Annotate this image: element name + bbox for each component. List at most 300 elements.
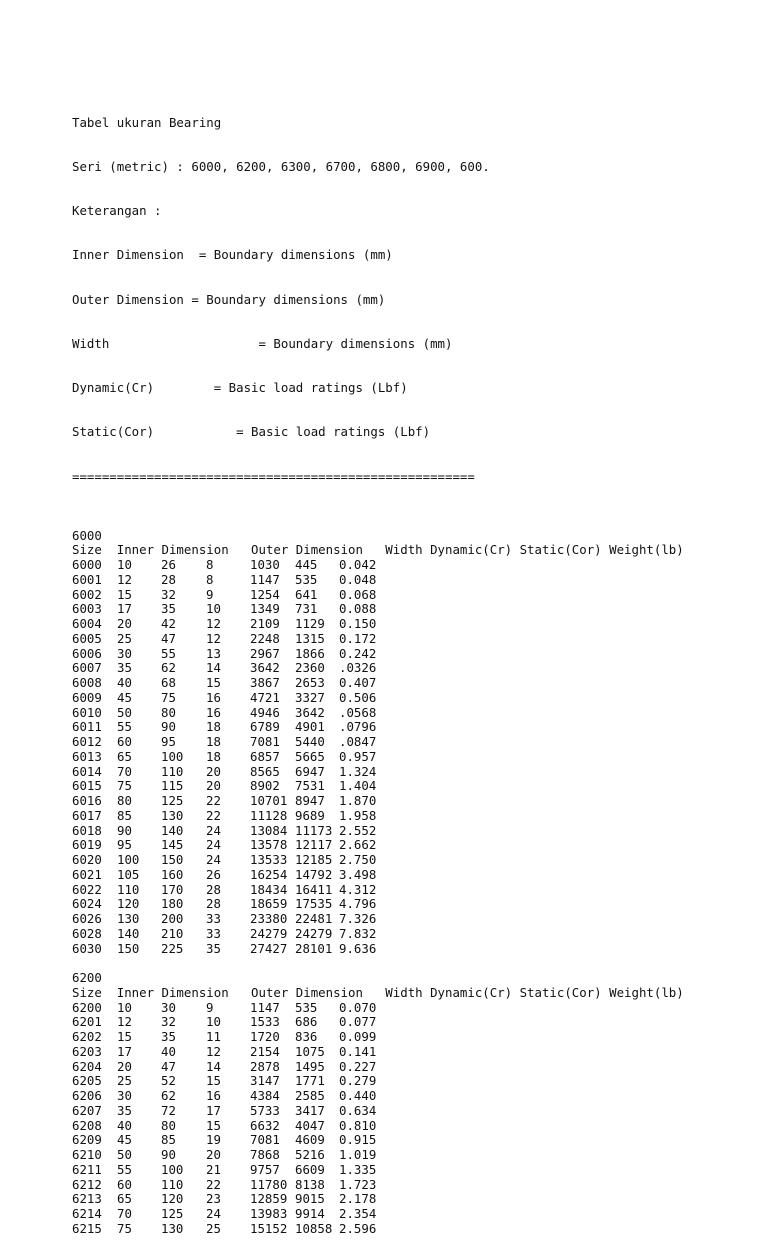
weight-cell: 2.596 <box>339 1220 377 1236</box>
static-cor-cell: 4047 <box>295 1117 325 1133</box>
outer-dimension-cell: 32 <box>161 586 176 602</box>
weight-cell: 2.354 <box>339 1206 377 1221</box>
size-cell: 6201 <box>72 1014 102 1030</box>
width-cell: 22 <box>206 793 221 808</box>
width-cell: 18 <box>206 734 221 749</box>
dynamic-cr-cell: 11780 <box>250 1176 288 1192</box>
width-cell: 24 <box>206 852 221 867</box>
outer-dimension-cell: 100 <box>161 748 184 764</box>
static-cor-cell: 535 <box>295 571 318 587</box>
outer-dimension-cell: 26 <box>161 557 176 572</box>
size-cell: 6026 <box>72 911 102 926</box>
width-cell: 33 <box>206 925 221 941</box>
outer-dimension-cell: 80 <box>161 1117 176 1133</box>
outer-dimension-cell: 62 <box>161 1088 176 1103</box>
blank-line <box>72 956 684 971</box>
dynamic-cr-cell: 6632 <box>250 1117 280 1133</box>
size-cell: 6204 <box>72 1058 102 1074</box>
outer-dimension-cell: 80 <box>161 704 176 720</box>
dynamic-cr-cell: 3867 <box>250 675 280 690</box>
static-cor-cell: 686 <box>295 1014 318 1030</box>
table-row <box>72 617 684 632</box>
inner-dimension-cell: 75 <box>117 778 132 794</box>
inner-dimension-cell: 55 <box>117 719 132 735</box>
dynamic-cr-cell: 11128 <box>250 807 288 823</box>
outer-dimension-cell: 68 <box>161 675 176 690</box>
dynamic-cr-cell: 10701 <box>250 793 288 808</box>
inner-dimension-cell: 80 <box>117 793 132 808</box>
static-cor-cell: 8947 <box>295 793 325 808</box>
dynamic-cr-cell: 4384 <box>250 1088 280 1103</box>
size-cell: 6210 <box>72 1147 102 1162</box>
static-cor-cell: 2653 <box>295 675 325 690</box>
dynamic-cr-cell: 7081 <box>250 734 280 749</box>
weight-cell: 0.068 <box>339 586 377 602</box>
dynamic-cr-cell: 18434 <box>250 881 288 897</box>
table-row <box>72 1192 684 1207</box>
weight-cell: 1.870 <box>339 793 377 808</box>
outer-dimension-cell: 100 <box>161 1161 184 1177</box>
width-cell: 15 <box>206 675 221 690</box>
dynamic-cr-cell: 3642 <box>250 660 280 676</box>
dynamic-cr-cell: 13084 <box>250 822 288 838</box>
weight-cell: .0568 <box>339 704 377 720</box>
dynamic-cr-cell: 13983 <box>250 1206 288 1221</box>
width-cell: 16 <box>206 1088 221 1103</box>
weight-cell: 0.242 <box>339 645 377 661</box>
static-cor-cell: 641 <box>295 586 318 602</box>
size-cell: 6030 <box>72 940 102 956</box>
table-row <box>72 720 684 735</box>
table-row <box>72 942 684 957</box>
width-cell: 14 <box>206 1058 221 1074</box>
inner-dimension-cell: 45 <box>117 689 132 705</box>
size-cell: 6024 <box>72 896 102 912</box>
table-row <box>72 1222 684 1237</box>
outer-dimension-cell: 35 <box>161 601 176 617</box>
legend-width: Width = Boundary dimensions (mm) <box>72 335 453 351</box>
static-cor-cell: 24279 <box>295 925 333 941</box>
dynamic-cr-cell: 9757 <box>250 1161 280 1177</box>
weight-cell: 2.750 <box>339 852 377 867</box>
inner-dimension-cell: 35 <box>117 1102 132 1118</box>
dynamic-cr-cell: 5733 <box>250 1102 280 1118</box>
dynamic-cr-cell: 2154 <box>250 1043 280 1059</box>
size-cell: 6013 <box>72 748 102 764</box>
weight-cell: 0.042 <box>339 557 377 572</box>
size-cell: 6009 <box>72 689 102 705</box>
inner-dimension-cell: 17 <box>117 601 132 617</box>
weight-cell: 2.662 <box>339 837 377 853</box>
dynamic-cr-cell: 15152 <box>250 1220 288 1236</box>
series-line: Seri (metric) : 6000, 6200, 6300, 6700, 6800, 6900, 600. <box>72 158 490 174</box>
weight-cell: 3.498 <box>339 866 377 882</box>
outer-dimension-cell: 30 <box>161 999 176 1015</box>
legend-outer: Outer Dimension = Boundary dimensions (mm) <box>72 291 386 307</box>
width-cell: 18 <box>206 719 221 735</box>
outer-dimension-cell: 55 <box>161 645 176 661</box>
outer-dimension-cell: 210 <box>161 925 184 941</box>
dynamic-cr-cell: 13533 <box>250 852 288 867</box>
size-cell: 6208 <box>72 1117 102 1133</box>
size-cell: 6016 <box>72 793 102 808</box>
outer-dimension-cell: 42 <box>161 616 176 631</box>
width-cell: 12 <box>206 616 221 631</box>
size-cell: 6215 <box>72 1220 102 1236</box>
width-cell: 22 <box>206 1176 221 1192</box>
weight-cell: 7.326 <box>339 911 377 926</box>
outer-dimension-cell: 110 <box>161 1176 184 1192</box>
dynamic-cr-cell: 1147 <box>250 571 280 587</box>
outer-dimension-cell: 28 <box>161 571 176 587</box>
dynamic-cr-cell: 1720 <box>250 1029 280 1044</box>
dynamic-cr-cell: 7081 <box>250 1132 280 1148</box>
width-cell: 33 <box>206 911 221 926</box>
size-cell: 6015 <box>72 778 102 794</box>
static-cor-cell: 1771 <box>295 1073 325 1089</box>
outer-dimension-cell: 130 <box>161 807 184 823</box>
weight-cell: 0.099 <box>339 1029 377 1044</box>
static-cor-cell: 731 <box>295 601 318 617</box>
width-cell: 21 <box>206 1161 221 1177</box>
size-cell: 6214 <box>72 1206 102 1221</box>
dynamic-cr-cell: 6789 <box>250 719 280 735</box>
size-cell: 6008 <box>72 675 102 690</box>
outer-dimension-cell: 150 <box>161 852 184 867</box>
static-cor-cell: 14792 <box>295 866 333 882</box>
width-cell: 28 <box>206 896 221 912</box>
table-row <box>72 824 684 839</box>
static-cor-cell: 445 <box>295 557 318 572</box>
inner-dimension-cell: 100 <box>117 852 140 867</box>
static-cor-cell: 17535 <box>295 896 333 912</box>
width-cell: 16 <box>206 704 221 720</box>
size-cell: 6022 <box>72 881 102 897</box>
static-cor-cell: 3642 <box>295 704 325 720</box>
dynamic-cr-cell: 1030 <box>250 557 280 572</box>
outer-dimension-cell: 47 <box>161 630 176 646</box>
inner-dimension-cell: 50 <box>117 704 132 720</box>
static-cor-cell: 3327 <box>295 689 325 705</box>
inner-dimension-cell: 130 <box>117 911 140 926</box>
document-body <box>72 86 684 1251</box>
document-title: Tabel ukuran Bearing <box>72 114 222 130</box>
inner-dimension-cell: 105 <box>117 866 140 882</box>
weight-cell: 0.048 <box>339 571 377 587</box>
width-cell: 35 <box>206 940 221 956</box>
weight-cell: .0847 <box>339 734 377 749</box>
inner-dimension-cell: 70 <box>117 763 132 779</box>
dynamic-cr-cell: 2109 <box>250 616 280 631</box>
inner-dimension-cell: 60 <box>117 1176 132 1192</box>
inner-dimension-cell: 30 <box>117 1088 132 1103</box>
width-cell: 28 <box>206 881 221 897</box>
inner-dimension-cell: 110 <box>117 881 140 897</box>
dynamic-cr-cell: 7868 <box>250 1147 280 1162</box>
table-row <box>72 661 684 676</box>
static-cor-cell: 4901 <box>295 719 325 735</box>
outer-dimension-cell: 225 <box>161 940 184 956</box>
width-cell: 15 <box>206 1073 221 1089</box>
weight-cell: 1.723 <box>339 1176 377 1192</box>
outer-dimension-cell: 110 <box>161 763 184 779</box>
legend-static: Static(Cor) = Basic load ratings (Lbf) <box>72 424 431 440</box>
static-cor-cell: 9015 <box>295 1191 325 1207</box>
dynamic-cr-cell: 13578 <box>250 837 288 853</box>
weight-cell: 0.088 <box>339 601 377 617</box>
size-cell: 6000 <box>72 557 102 572</box>
width-cell: 12 <box>206 1043 221 1059</box>
weight-cell: 1.324 <box>339 763 377 779</box>
size-cell: 6017 <box>72 807 102 823</box>
inner-dimension-cell: 40 <box>117 675 132 690</box>
static-cor-cell: 28101 <box>295 940 333 956</box>
dynamic-cr-cell: 1147 <box>250 999 280 1015</box>
size-cell: 6007 <box>72 660 102 676</box>
inner-dimension-cell: 40 <box>117 1117 132 1133</box>
inner-dimension-cell: 150 <box>117 940 140 956</box>
inner-dimension-cell: 95 <box>117 837 132 853</box>
outer-dimension-cell: 145 <box>161 837 184 853</box>
outer-dimension-cell: 160 <box>161 866 184 882</box>
outer-dimension-cell: 125 <box>161 793 184 808</box>
size-cell: 6021 <box>72 866 102 882</box>
size-cell: 6010 <box>72 704 102 720</box>
outer-dimension-cell: 85 <box>161 1132 176 1148</box>
width-cell: 13 <box>206 645 221 661</box>
dynamic-cr-cell: 8902 <box>250 778 280 794</box>
width-cell: 24 <box>206 1206 221 1221</box>
table-row <box>72 1015 684 1030</box>
outer-dimension-cell: 140 <box>161 822 184 838</box>
table-row <box>72 588 684 603</box>
static-cor-cell: 9914 <box>295 1206 325 1221</box>
dynamic-cr-cell: 6857 <box>250 748 280 764</box>
weight-cell: 9.636 <box>339 940 377 956</box>
static-cor-cell: 6609 <box>295 1161 325 1177</box>
weight-cell: 0.227 <box>339 1058 377 1074</box>
inner-dimension-cell: 45 <box>117 1132 132 1148</box>
dynamic-cr-cell: 18659 <box>250 896 288 912</box>
width-cell: 14 <box>206 660 221 676</box>
table-row <box>72 868 684 883</box>
inner-dimension-cell: 15 <box>117 586 132 602</box>
inner-dimension-cell: 65 <box>117 1191 132 1207</box>
inner-dimension-cell: 120 <box>117 896 140 912</box>
size-cell: 6006 <box>72 645 102 661</box>
table-row <box>72 647 684 662</box>
static-cor-cell: 12117 <box>295 837 333 853</box>
static-cor-cell: 3417 <box>295 1102 325 1118</box>
weight-cell: 1.404 <box>339 778 377 794</box>
size-cell: 6011 <box>72 719 102 735</box>
width-cell: 23 <box>206 1191 221 1207</box>
width-cell: 8 <box>206 571 214 587</box>
weight-cell: 0.172 <box>339 630 377 646</box>
width-cell: 18 <box>206 748 221 764</box>
static-cor-cell: 11173 <box>295 822 333 838</box>
outer-dimension-cell: 52 <box>161 1073 176 1089</box>
weight-cell: 0.150 <box>339 616 377 631</box>
series-heading: 6200 <box>72 970 102 985</box>
outer-dimension-cell: 47 <box>161 1058 176 1074</box>
weight-cell: 4.312 <box>339 881 377 897</box>
width-cell: 19 <box>206 1132 221 1148</box>
inner-dimension-cell: 55 <box>117 1161 132 1177</box>
static-cor-cell: 1315 <box>295 630 325 646</box>
table-row <box>72 1045 684 1060</box>
inner-dimension-cell: 10 <box>117 999 132 1015</box>
outer-dimension-cell: 180 <box>161 896 184 912</box>
weight-cell: 2.178 <box>339 1191 377 1207</box>
dynamic-cr-cell: 12859 <box>250 1191 288 1207</box>
inner-dimension-cell: 35 <box>117 660 132 676</box>
dynamic-cr-cell: 16254 <box>250 866 288 882</box>
width-cell: 20 <box>206 763 221 779</box>
size-cell: 6001 <box>72 571 102 587</box>
weight-cell: 0.070 <box>339 999 377 1015</box>
table-row <box>72 691 684 706</box>
width-cell: 8 <box>206 557 214 572</box>
dynamic-cr-cell: 1349 <box>250 601 280 617</box>
static-cor-cell: 5216 <box>295 1147 325 1162</box>
table-row <box>72 1133 684 1148</box>
dynamic-cr-cell: 27427 <box>250 940 288 956</box>
weight-cell: 0.077 <box>339 1014 377 1030</box>
width-cell: 10 <box>206 601 221 617</box>
size-cell: 6028 <box>72 925 102 941</box>
legend-inner: Inner Dimension = Boundary dimensions (mm) <box>72 247 393 263</box>
width-cell: 12 <box>206 630 221 646</box>
dynamic-cr-cell: 3147 <box>250 1073 280 1089</box>
size-cell: 6005 <box>72 630 102 646</box>
outer-dimension-cell: 32 <box>161 1014 176 1030</box>
dynamic-cr-cell: 2967 <box>250 645 280 661</box>
blank-line <box>72 514 684 529</box>
keterangan-heading: Keterangan : <box>72 203 162 218</box>
outer-dimension-cell: 35 <box>161 1029 176 1044</box>
weight-cell: 1.958 <box>339 807 377 823</box>
weight-cell: 0.141 <box>339 1043 377 1059</box>
table-row <box>72 853 684 868</box>
table-row <box>72 1089 684 1104</box>
static-cor-cell: 1129 <box>295 616 325 631</box>
inner-dimension-cell: 30 <box>117 645 132 661</box>
inner-dimension-cell: 50 <box>117 1147 132 1162</box>
outer-dimension-cell: 120 <box>161 1191 184 1207</box>
size-cell: 6209 <box>72 1132 102 1148</box>
static-cor-cell: 5665 <box>295 748 325 764</box>
size-cell: 6012 <box>72 734 102 749</box>
width-cell: 20 <box>206 778 221 794</box>
table-row <box>72 809 684 824</box>
table-row <box>72 1001 684 1016</box>
width-cell: 22 <box>206 807 221 823</box>
inner-dimension-cell: 90 <box>117 822 132 838</box>
static-cor-cell: 535 <box>295 999 318 1015</box>
bearing-tables <box>72 514 684 1237</box>
dynamic-cr-cell: 1533 <box>250 1014 280 1030</box>
inner-dimension-cell: 70 <box>117 1206 132 1221</box>
table-row <box>72 750 684 765</box>
inner-dimension-cell: 140 <box>117 925 140 941</box>
width-cell: 15 <box>206 1117 221 1133</box>
outer-dimension-cell: 125 <box>161 1206 184 1221</box>
weight-cell: 0.279 <box>339 1073 377 1089</box>
static-cor-cell: 7531 <box>295 778 325 794</box>
inner-dimension-cell: 17 <box>117 1043 132 1059</box>
table-row <box>72 838 684 853</box>
table-row <box>72 794 684 809</box>
separator-line: ====================================================== <box>72 468 475 484</box>
table-row <box>72 602 684 617</box>
size-cell: 6004 <box>72 616 102 631</box>
dynamic-cr-cell: 4946 <box>250 704 280 720</box>
dynamic-cr-cell: 4721 <box>250 689 280 705</box>
weight-cell: 0.634 <box>339 1102 377 1118</box>
table-row <box>72 632 684 647</box>
static-cor-cell: 9689 <box>295 807 325 823</box>
inner-dimension-cell: 25 <box>117 630 132 646</box>
dynamic-cr-cell: 23380 <box>250 911 288 926</box>
size-cell: 6002 <box>72 586 102 602</box>
table-row <box>72 1060 684 1075</box>
outer-dimension-cell: 200 <box>161 911 184 926</box>
size-cell: 6014 <box>72 763 102 779</box>
size-cell: 6200 <box>72 999 102 1015</box>
width-cell: 11 <box>206 1029 221 1044</box>
inner-dimension-cell: 15 <box>117 1029 132 1044</box>
static-cor-cell: 2585 <box>295 1088 325 1103</box>
inner-dimension-cell: 10 <box>117 557 132 572</box>
table-row <box>72 1119 684 1134</box>
weight-cell: 1.019 <box>339 1147 377 1162</box>
size-cell: 6213 <box>72 1191 102 1207</box>
table-row <box>72 573 684 588</box>
dynamic-cr-cell: 2878 <box>250 1058 280 1074</box>
width-cell: 9 <box>206 586 214 602</box>
size-cell: 6211 <box>72 1161 102 1177</box>
dynamic-cr-cell: 8565 <box>250 763 280 779</box>
static-cor-cell: 1495 <box>295 1058 325 1074</box>
column-header-row: Size Inner Dimension Outer Dimension Width Dynamic(Cr) Static(Cor) Weight(lb) <box>72 984 684 1000</box>
size-cell: 6212 <box>72 1176 102 1192</box>
width-cell: 16 <box>206 689 221 705</box>
static-cor-cell: 836 <box>295 1029 318 1044</box>
legend-dynamic: Dynamic(Cr) = Basic load ratings (Lbf) <box>72 380 408 395</box>
width-cell: 20 <box>206 1147 221 1162</box>
inner-dimension-cell: 12 <box>117 1014 132 1030</box>
size-cell: 6205 <box>72 1073 102 1089</box>
table-row <box>72 1104 684 1119</box>
dynamic-cr-cell: 24279 <box>250 925 288 941</box>
inner-dimension-cell: 75 <box>117 1220 132 1236</box>
table-row <box>72 1030 684 1045</box>
static-cor-cell: 1075 <box>295 1043 325 1059</box>
outer-dimension-cell: 130 <box>161 1220 184 1236</box>
table-row <box>72 676 684 691</box>
series-heading: 6000 <box>72 527 102 543</box>
static-cor-cell: 4609 <box>295 1132 325 1148</box>
width-cell: 26 <box>206 866 221 882</box>
size-cell: 6203 <box>72 1043 102 1059</box>
size-cell: 6207 <box>72 1102 102 1118</box>
table-row <box>72 706 684 721</box>
table-row <box>72 1207 684 1222</box>
weight-cell: 0.440 <box>339 1088 377 1103</box>
table-row <box>72 558 684 573</box>
static-cor-cell: 10858 <box>295 1220 333 1236</box>
